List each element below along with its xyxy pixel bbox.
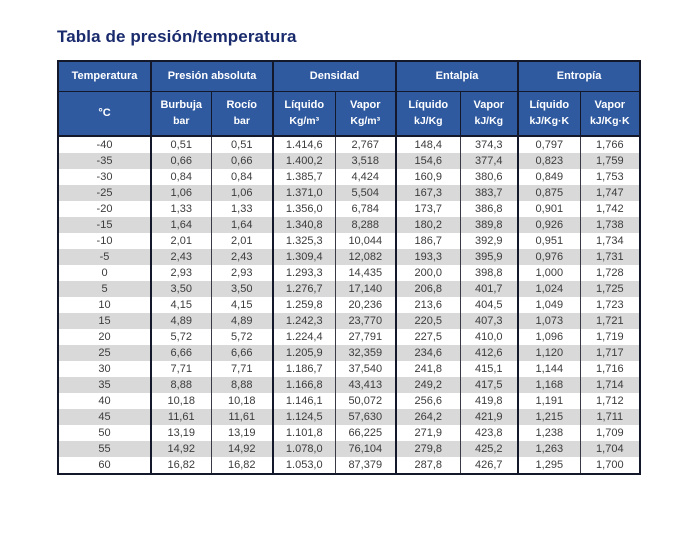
table-cell: 410,0 [460, 329, 518, 345]
table-cell: 148,4 [396, 136, 460, 153]
table-cell: 1,766 [580, 136, 640, 153]
table-cell: 30 [58, 361, 151, 377]
table-cell: -10 [58, 233, 151, 249]
header-sub-rocio [211, 91, 273, 136]
table-cell: 20,236 [335, 297, 396, 313]
header-group-entropia: Entropía [518, 61, 640, 91]
table-cell: 13,19 [211, 425, 273, 441]
table-header [58, 61, 640, 136]
table-row [58, 217, 640, 233]
table-cell: 1,073 [518, 313, 580, 329]
table-cell: 1,742 [580, 201, 640, 217]
header-sub-unit: kJ/Kg·K [529, 115, 570, 128]
table-cell: 50,072 [335, 393, 396, 409]
table-cell: 206,8 [396, 281, 460, 297]
table-cell: 256,6 [396, 393, 460, 409]
header-sub-entalpia-liquido [396, 91, 460, 136]
table-cell: 0,976 [518, 249, 580, 265]
header-group-entalpia: Entalpía [396, 61, 518, 91]
table-row [58, 457, 640, 474]
table-cell: 1.414,6 [273, 136, 335, 153]
table-cell: 0,84 [151, 169, 211, 185]
table-cell: 2,43 [211, 249, 273, 265]
table-row [58, 153, 640, 169]
table-row [58, 361, 640, 377]
table-cell: 1.259,8 [273, 297, 335, 313]
table-cell: 213,6 [396, 297, 460, 313]
table-cell: 1,738 [580, 217, 640, 233]
table-cell: -25 [58, 185, 151, 201]
header-sub-label: Vapor [349, 99, 381, 112]
table-cell: 1,721 [580, 313, 640, 329]
table-cell: 1.205,9 [273, 345, 335, 361]
header-sub-label: Burbuja [160, 99, 203, 112]
header-sub-label: °C [98, 107, 111, 120]
table-cell: 0,51 [151, 136, 211, 153]
table-cell: -35 [58, 153, 151, 169]
table-row [58, 345, 640, 361]
table-cell: 377,4 [460, 153, 518, 169]
table-cell: 1,711 [580, 409, 640, 425]
header-sub-unit: bar [233, 115, 250, 128]
table-cell: 1,049 [518, 297, 580, 313]
header-sub-densidad-liquido [273, 91, 335, 136]
table-cell: -20 [58, 201, 151, 217]
table-cell: 419,8 [460, 393, 518, 409]
table-cell: 1.124,5 [273, 409, 335, 425]
table-cell: 14,435 [335, 265, 396, 281]
table-cell: 1,33 [211, 201, 273, 217]
table-cell: 200,0 [396, 265, 460, 281]
table-cell: 2,93 [211, 265, 273, 281]
table-cell: 12,082 [335, 249, 396, 265]
table-cell: 1,120 [518, 345, 580, 361]
table-cell: 16,82 [211, 457, 273, 474]
table-row [58, 425, 640, 441]
table-cell: 87,379 [335, 457, 396, 474]
header-group-temperatura: Temperatura [58, 61, 151, 91]
table-cell: 4,15 [211, 297, 273, 313]
table-row [58, 185, 640, 201]
table-body [58, 136, 640, 474]
table-cell: 1.371,0 [273, 185, 335, 201]
table-cell: 1,33 [151, 201, 211, 217]
table-cell: 37,540 [335, 361, 396, 377]
table-cell: 1,709 [580, 425, 640, 441]
table-cell: 395,9 [460, 249, 518, 265]
header-sub-unit: kJ/Kg [474, 115, 504, 128]
header-sub-entropia-liquido [518, 91, 580, 136]
table-cell: 417,5 [460, 377, 518, 393]
header-sub-unit: kJ/Kg·K [589, 115, 630, 128]
table-row [58, 377, 640, 393]
table-cell: 3,50 [151, 281, 211, 297]
header-group-row [58, 61, 640, 91]
table-cell: 186,7 [396, 233, 460, 249]
table-row [58, 329, 640, 345]
table-cell: 1,712 [580, 393, 640, 409]
header-sub-label: Líquido [408, 99, 449, 112]
table-cell: 10 [58, 297, 151, 313]
table-cell: 1,096 [518, 329, 580, 345]
table-cell: 1,000 [518, 265, 580, 281]
table-cell: 0,849 [518, 169, 580, 185]
table-cell: 0,84 [211, 169, 273, 185]
table-cell: 421,9 [460, 409, 518, 425]
table-cell: 1,725 [580, 281, 640, 297]
table-cell: 1.385,7 [273, 169, 335, 185]
table-cell: -5 [58, 249, 151, 265]
table-cell: 0,66 [151, 153, 211, 169]
table-cell: 1,728 [580, 265, 640, 281]
table-cell: 271,9 [396, 425, 460, 441]
table-cell: 383,7 [460, 185, 518, 201]
table-cell: 8,288 [335, 217, 396, 233]
table-cell: -30 [58, 169, 151, 185]
header-sub-label: Vapor [473, 99, 505, 112]
table-cell: -15 [58, 217, 151, 233]
table-cell: 386,8 [460, 201, 518, 217]
header-sub-entalpia-vapor [460, 91, 518, 136]
table-cell: 2,43 [151, 249, 211, 265]
table-cell: 3,518 [335, 153, 396, 169]
header-sub-burbuja [151, 91, 211, 136]
table-row [58, 313, 640, 329]
table-cell: 1.224,4 [273, 329, 335, 345]
table-cell: 5,72 [151, 329, 211, 345]
table-cell: 13,19 [151, 425, 211, 441]
table-cell: 0,951 [518, 233, 580, 249]
table-cell: 1,024 [518, 281, 580, 297]
table-cell: 10,18 [211, 393, 273, 409]
table-cell: 160,9 [396, 169, 460, 185]
table-cell: 1,723 [580, 297, 640, 313]
table-cell: 423,8 [460, 425, 518, 441]
table-cell: 407,3 [460, 313, 518, 329]
table-cell: 1.309,4 [273, 249, 335, 265]
header-sub-label: Rocío [226, 99, 258, 112]
table-cell: 1.293,3 [273, 265, 335, 281]
table-cell: 1,295 [518, 457, 580, 474]
table-cell: 412,6 [460, 345, 518, 361]
table-cell: 1.242,3 [273, 313, 335, 329]
table-cell: 389,8 [460, 217, 518, 233]
table-cell: 279,8 [396, 441, 460, 457]
table-cell: 193,3 [396, 249, 460, 265]
table-row [58, 393, 640, 409]
table-cell: 5,72 [211, 329, 273, 345]
table-cell: 1.101,8 [273, 425, 335, 441]
table-cell: 425,2 [460, 441, 518, 457]
table-row [58, 265, 640, 281]
table-cell: 4,15 [151, 297, 211, 313]
table-cell: 173,7 [396, 201, 460, 217]
table-cell: 5,504 [335, 185, 396, 201]
header-sub-unit: Kg/m³ [350, 115, 381, 128]
table-cell: 7,71 [211, 361, 273, 377]
table-cell: 2,93 [151, 265, 211, 281]
header-sub-celsius [58, 91, 151, 136]
table-cell: 0,926 [518, 217, 580, 233]
table-cell: 6,784 [335, 201, 396, 217]
table-row [58, 233, 640, 249]
table-cell: 1,700 [580, 457, 640, 474]
table-cell: 25 [58, 345, 151, 361]
header-sub-unit: kJ/Kg [413, 115, 443, 128]
table-cell: 1.400,2 [273, 153, 335, 169]
table-cell: 1,215 [518, 409, 580, 425]
header-sub-densidad-vapor [335, 91, 396, 136]
table-cell: 234,6 [396, 345, 460, 361]
table-cell: 45 [58, 409, 151, 425]
table-row [58, 169, 640, 185]
table-cell: 6,66 [211, 345, 273, 361]
table-cell: 55 [58, 441, 151, 457]
header-sub-unit: bar [173, 115, 190, 128]
table-cell: 241,8 [396, 361, 460, 377]
table-cell: 1,717 [580, 345, 640, 361]
table-cell: 10,044 [335, 233, 396, 249]
table-cell: 5 [58, 281, 151, 297]
table-cell: 0,797 [518, 136, 580, 153]
table-cell: 60 [58, 457, 151, 474]
table-cell: 10,18 [151, 393, 211, 409]
header-sub-entropia-vapor [580, 91, 640, 136]
table-cell: 1,753 [580, 169, 640, 185]
table-cell: 76,104 [335, 441, 396, 457]
table-cell: 1,759 [580, 153, 640, 169]
table-cell: 14,92 [211, 441, 273, 457]
table-cell: 220,5 [396, 313, 460, 329]
table-cell: 1.325,3 [273, 233, 335, 249]
table-cell: 0,901 [518, 201, 580, 217]
table-cell: 1.166,8 [273, 377, 335, 393]
table-cell: 4,89 [211, 313, 273, 329]
pressure-temperature-table [57, 60, 641, 475]
table-cell: 1,168 [518, 377, 580, 393]
table-cell: 15 [58, 313, 151, 329]
table-cell: 1,747 [580, 185, 640, 201]
table-cell: 23,770 [335, 313, 396, 329]
table-cell: 50 [58, 425, 151, 441]
table-cell: 2,01 [211, 233, 273, 249]
table-cell: 32,359 [335, 345, 396, 361]
table-cell: 1.186,7 [273, 361, 335, 377]
table-cell: 1.356,0 [273, 201, 335, 217]
table-cell: 4,89 [151, 313, 211, 329]
table-cell: 167,3 [396, 185, 460, 201]
header-sub-label: Líquido [284, 99, 325, 112]
table-cell: 0,875 [518, 185, 580, 201]
table-cell: 1,144 [518, 361, 580, 377]
table-cell: 180,2 [396, 217, 460, 233]
table-cell: 1.146,1 [273, 393, 335, 409]
table-cell: 40 [58, 393, 151, 409]
table-cell: 1.078,0 [273, 441, 335, 457]
table-cell: 287,8 [396, 457, 460, 474]
table-cell: 7,71 [151, 361, 211, 377]
table-cell: 1,716 [580, 361, 640, 377]
table-cell: 264,2 [396, 409, 460, 425]
table-cell: 1.276,7 [273, 281, 335, 297]
table-cell: 380,6 [460, 169, 518, 185]
table-row [58, 136, 640, 153]
table-cell: 6,66 [151, 345, 211, 361]
table-cell: 426,7 [460, 457, 518, 474]
table-cell: 404,5 [460, 297, 518, 313]
table-cell: 1,238 [518, 425, 580, 441]
table-cell: 8,88 [211, 377, 273, 393]
header-sub-row [58, 91, 640, 136]
header-sub-label: Líquido [529, 99, 570, 112]
table-cell: 1.340,8 [273, 217, 335, 233]
table-cell: 43,413 [335, 377, 396, 393]
table-cell: 1,64 [211, 217, 273, 233]
table-cell: 1,734 [580, 233, 640, 249]
table-cell: 8,88 [151, 377, 211, 393]
table-cell: 11,61 [151, 409, 211, 425]
table-cell: 249,2 [396, 377, 460, 393]
table-cell: 374,3 [460, 136, 518, 153]
table-cell: 16,82 [151, 457, 211, 474]
table-cell: 1,06 [211, 185, 273, 201]
header-sub-unit: Kg/m³ [289, 115, 320, 128]
table-cell: 27,791 [335, 329, 396, 345]
table-cell: 1,704 [580, 441, 640, 457]
table-row [58, 281, 640, 297]
table-cell: 2,767 [335, 136, 396, 153]
table-cell: 1,06 [151, 185, 211, 201]
table-cell: 1.053,0 [273, 457, 335, 474]
table-cell: 398,8 [460, 265, 518, 281]
header-group-presion-absoluta: Presión absoluta [151, 61, 273, 91]
table-cell: 392,9 [460, 233, 518, 249]
table-cell: 57,630 [335, 409, 396, 425]
table-cell: 35 [58, 377, 151, 393]
table-row [58, 409, 640, 425]
table-row [58, 201, 640, 217]
table-cell: 4,424 [335, 169, 396, 185]
table-cell: 2,01 [151, 233, 211, 249]
table-cell: 11,61 [211, 409, 273, 425]
table-cell: 17,140 [335, 281, 396, 297]
table-cell: 0,66 [211, 153, 273, 169]
table-cell: 20 [58, 329, 151, 345]
table-cell: 154,6 [396, 153, 460, 169]
table-cell: 0,823 [518, 153, 580, 169]
table-cell: 1,731 [580, 249, 640, 265]
header-group-densidad: Densidad [273, 61, 396, 91]
table-cell: 1,719 [580, 329, 640, 345]
table-cell: -40 [58, 136, 151, 153]
table-row [58, 297, 640, 313]
table-cell: 14,92 [151, 441, 211, 457]
table-cell: 3,50 [211, 281, 273, 297]
table-cell: 1,191 [518, 393, 580, 409]
table-cell: 415,1 [460, 361, 518, 377]
table-cell: 0 [58, 265, 151, 281]
table-cell: 1,263 [518, 441, 580, 457]
table-cell: 1,64 [151, 217, 211, 233]
header-sub-label: Vapor [594, 99, 626, 112]
table-row [58, 441, 640, 457]
table-cell: 66,225 [335, 425, 396, 441]
table-cell: 1,714 [580, 377, 640, 393]
page-title: Tabla de presión/temperatura [57, 27, 297, 46]
table-cell: 0,51 [211, 136, 273, 153]
table-cell: 227,5 [396, 329, 460, 345]
table-cell: 401,7 [460, 281, 518, 297]
table-row [58, 249, 640, 265]
